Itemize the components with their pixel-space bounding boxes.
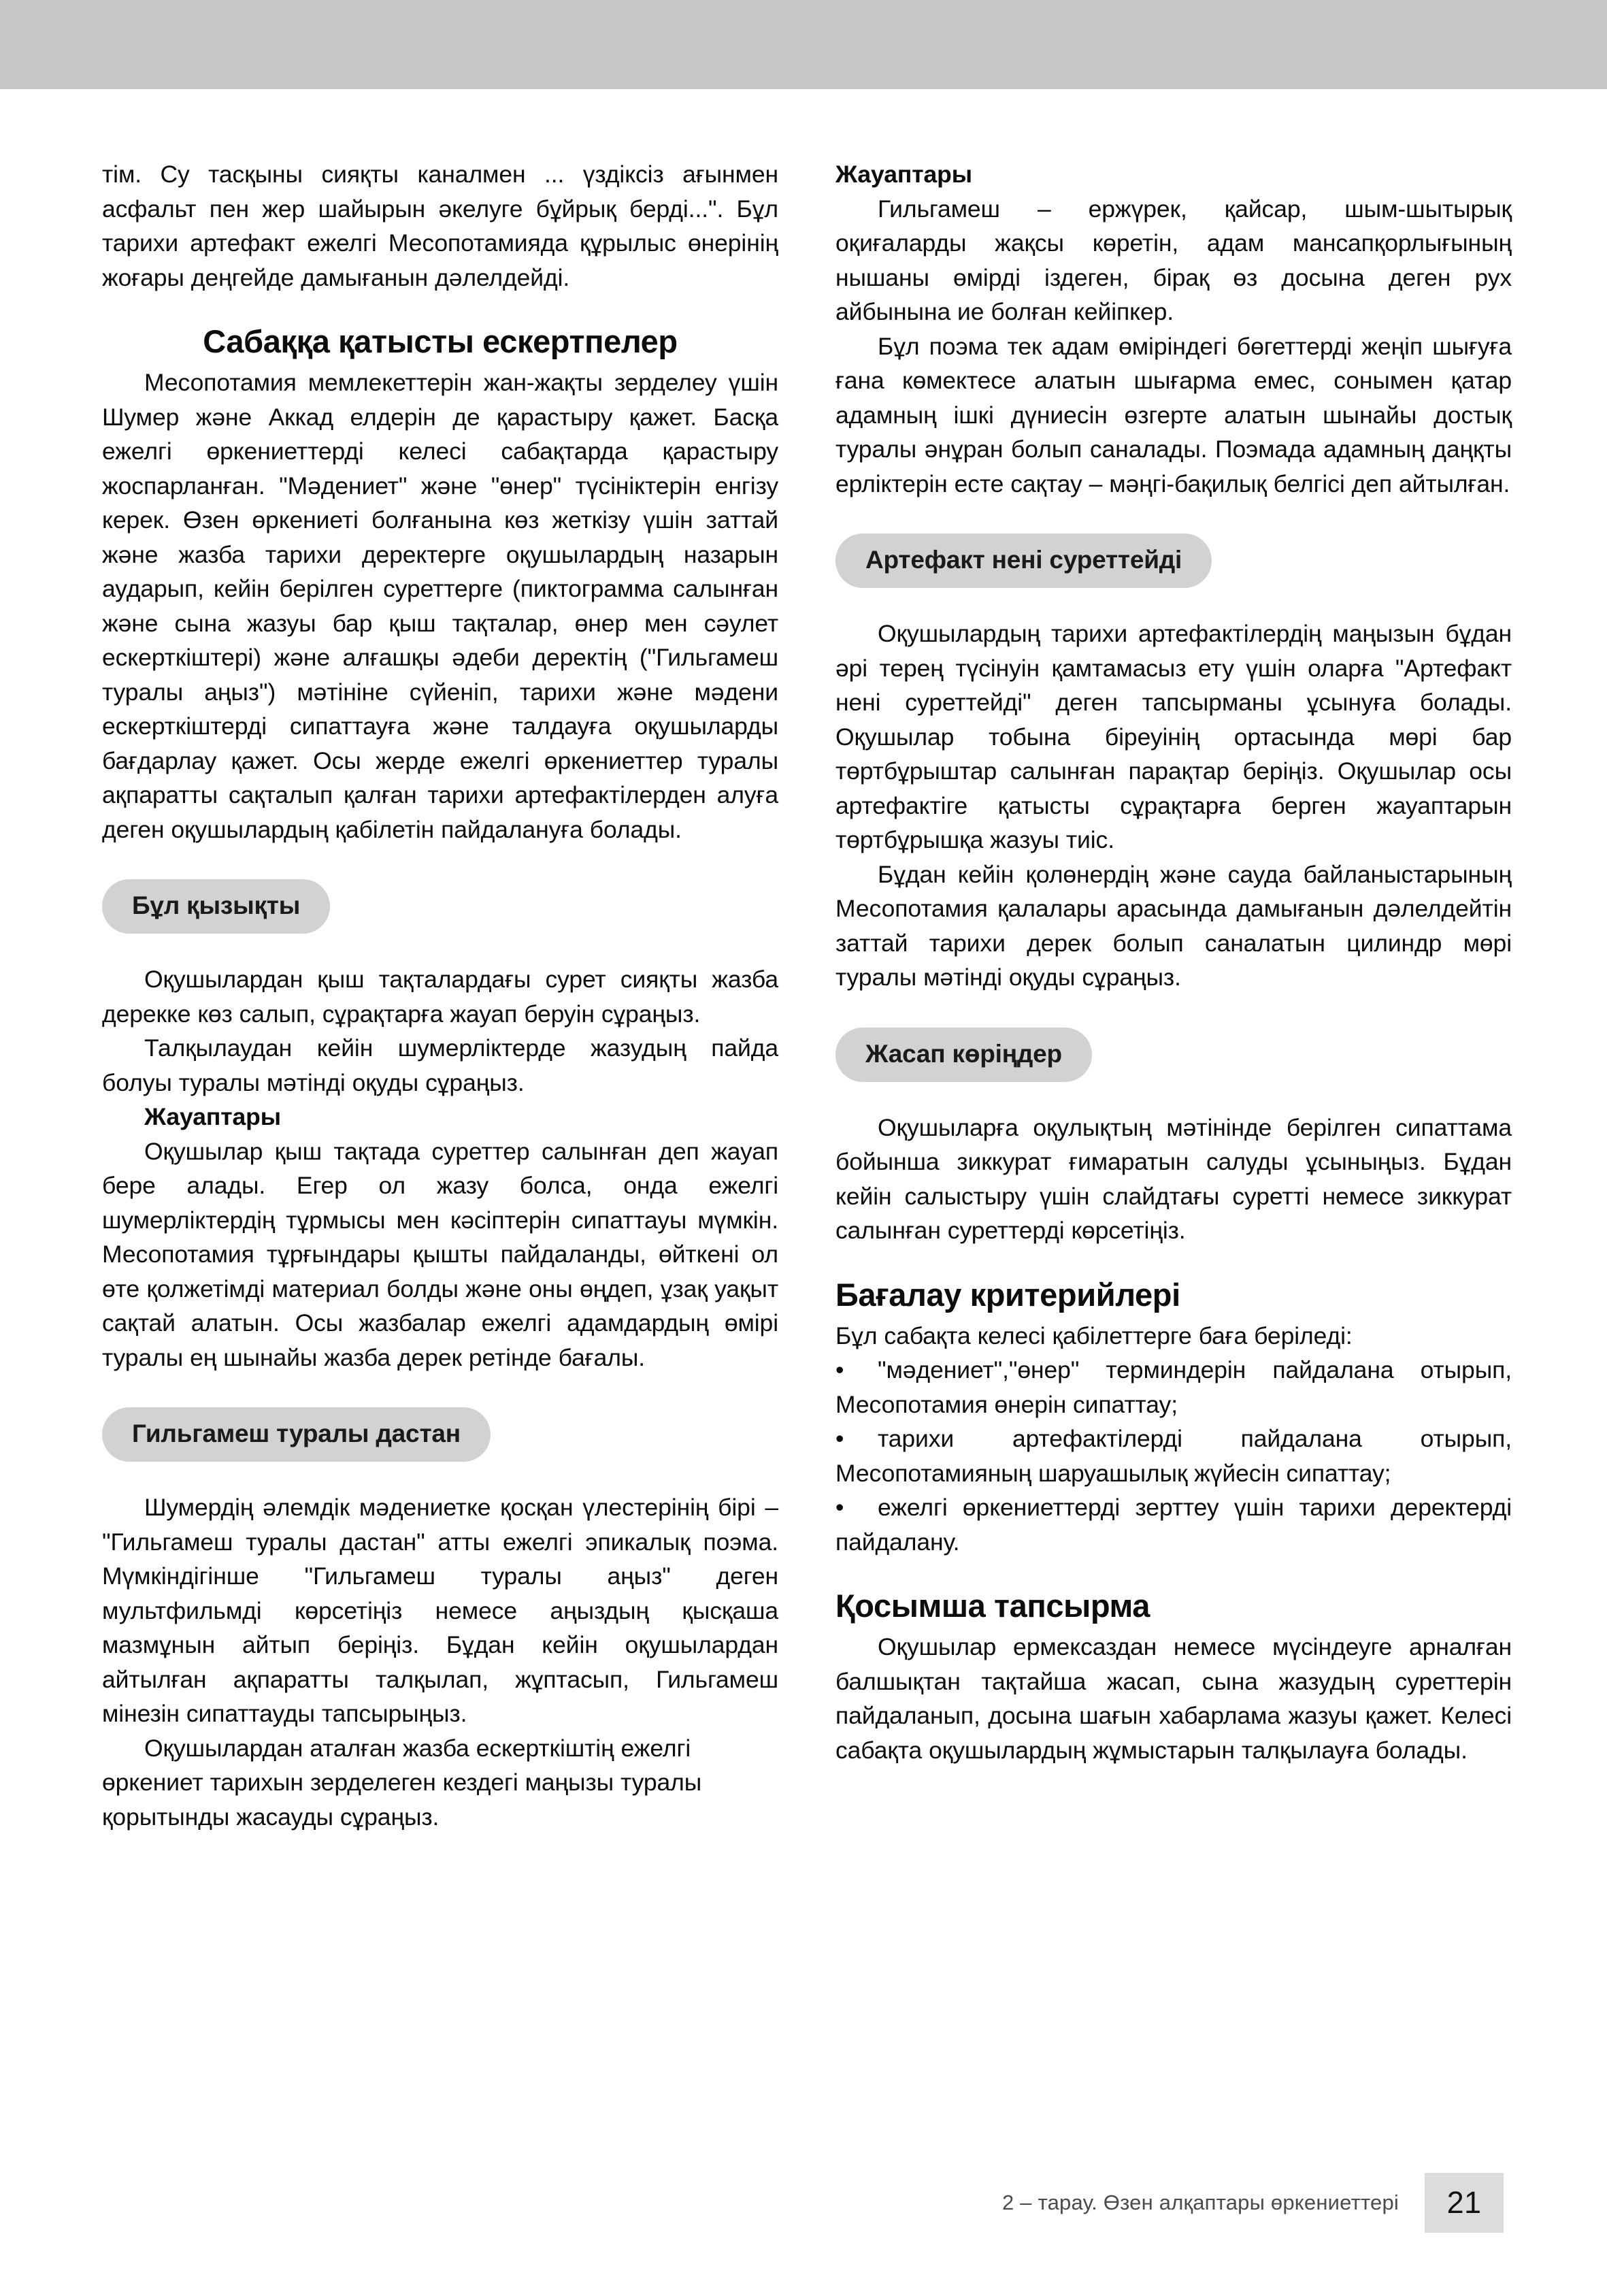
badge-interesting-wrapper	[102, 879, 778, 934]
badge-this-is-interesting: Бұл қызықты	[102, 879, 330, 934]
gilgamesh-paragraph-2: Оқушылардан аталған жазба ескерткіштің ежелгі өркениет тарихын зерделеген кездегі маңызы туралы қорытынды жасауды сұраңыз.	[102, 1734, 702, 1831]
lesson-notes-paragraph: Месопотамия мемлекеттерін жан-жақты зерделеу үшін Шумер және Аккад елдерін де қарастыру қажет. Басқа ежелгі өркениеттерді келесі сабақтарда қарастыру жоспарланған. "Мәдениет" және "өнер" түсініктерін енгізу керек. Өзен өркениеті болғанына көз жеткізу үшін заттай және жазба тарихи деректерге оқушылардың назарын аударып, кейін берілген суреттерге (пиктограмма салынған және сына жазуы бар қыш тақталар, өнер мен сәулет ескерткіштері) және алғашқы әдеби деректің ("Гильгамеш туралы аңыз") мәтініне сүйеніп, тарихи және мәдени ескерткіштерді сипаттауға және талдауға оқушыларды бағдарлау қажет. Осы жерде ежелгі өркениеттер туралы ақпаратты сақталып қалған тарихи артефактілерден алуға деген оқушылардың қабілетін пайдалануға болады.	[102, 369, 778, 843]
footer-chapter-caption: 2 – тарау. Өзен алқаптары өркениеттері	[1002, 2191, 1399, 2214]
criteria-intro: Бұл сабақта келесі қабілеттерге баға беріледі:	[835, 1322, 1353, 1349]
badge-what-does-artifact-describe: Артефакт нені суреттейді	[835, 534, 1212, 588]
bullet-point-icon: •	[835, 1494, 844, 1521]
badge-epic-of-gilgamesh: Гильгамеш туралы дастан	[102, 1407, 491, 1462]
page-number-box	[1425, 2173, 1504, 2233]
heading-extra-task: Қосымша тапсырма	[835, 1588, 1150, 1624]
page-content	[0, 89, 1607, 2296]
footer-inner	[1002, 2173, 1504, 2233]
criteria-item-text: "мәдениет","өнер" терминдерін пайдалана отырып, Месопотамия өнерін сипаттау;	[835, 1356, 1512, 1418]
answers-label-right: Жауаптары	[835, 161, 972, 188]
bullet-point-icon: •	[835, 1425, 844, 1452]
artifact-paragraph-2: Бұдан кейін қолөнердің және сауда байланыстарының Месопотамия қалалары арасында дамығанын дәлелдейтін заттай тарихи дерек болып саналатын цилиндр мөрі туралы мәтінді оқуды сұраңыз.	[835, 860, 1512, 991]
interesting-paragraph-1: Оқушылардан қыш тақталардағы сурет сияқты жазба дерекке көз салып, сұрақтарға жауап беруін сұраңыз.	[102, 966, 778, 1028]
answers-paragraph-right-2: Бұл поэма тек адам өміріндегі бөгеттерді жеңіп шығуға ғана көмектесе алатын шығарма емес, сонымен қатар адамның ішкі дүниесін өзгерте алатын шынайы достық туралы әнұран болып саналады. Поэмада адамның даңқты ерліктерін есте сақтау – мәңгі-бақилық белгісі деп айтылған.	[835, 332, 1512, 497]
answers-label-left: Жауаптары	[144, 1103, 281, 1130]
artifact-paragraph-1: Оқушылардың тарихи артефактілердің маңызын бұдан әрі терең түсінуін қамтамасыз ету үшін оларға "Артефакт нені суреттейді" деген тапсырманы ұсынуға болады. Оқушылар тобына біреуінің ортасында мөрі бар төртбұрыштар салынған парақтар беріңіз. Оқушылар осы артефактіге қатысты сұрақтарға берген жауаптарын төртбұрышқа жазуы тиіс.	[835, 620, 1512, 853]
answers-paragraph-right-1: Гильгамеш – ержүрек, қайсар, шым-шытырық оқиғаларды жақсы көретін, адам мансапқорлығының нышаны өмірді іздеген, бірақ өз досына деген рух айбынына ие болған кейіпкер.	[835, 195, 1512, 325]
answers-paragraph-left: Оқушылар қыш тақтада суреттер салынған деп жауап бере алады. Егер ол жазу болса, онда ежелгі шумерліктердің тұрмысы мен кәсіптерін сипаттауы мүмкін. Месопотамия тұрғындары қышты пайдаланды, өйткені ол өте қолжетімді материал болды және оны өңдеп, ұзақ уақыт сақтай алатын. Осы жазбалар ежелгі адамдардың өмірі туралы ең шынайы жазба дерек ретінде бағалы.	[102, 1137, 778, 1371]
heading-assessment-criteria: Бағалау критерийлері	[835, 1276, 1180, 1313]
page-number: 21	[1446, 2185, 1482, 2220]
criteria-list-item	[835, 1353, 1512, 1422]
bullet-point-icon: •	[835, 1356, 844, 1383]
badge-artifact-wrapper	[835, 534, 1512, 588]
heading-lesson-notes: Сабаққа қатысты ескертпелер	[203, 323, 678, 359]
right-column	[835, 157, 1512, 1767]
badge-try-making-it: Жасап көріңдер	[835, 1028, 1092, 1082]
try-it-paragraph: Оқушыларға оқулықтың мәтінінде берілген сипаттама бойынша зиккурат ғимаратын салуды ұсыныңыз. Бұдан кейін салыстыру үшін слайдтағы суретті немесе зиккурат салынған суреттерді көрсетіңіз.	[835, 1113, 1512, 1244]
extra-task-paragraph: Оқушылар ермексаздан немесе мүсіндеуге арналған балшықтан тақтайша жасап, сына жазудың суреттерін пайдаланып, досына шағын хабарлама жазуы қажет. Келесі сабақта оқушылардың жұмыстарын талқылауға болады.	[835, 1633, 1512, 1764]
continuation-paragraph: тім. Су тасқыны сияқты каналмен ... үздіксіз ағынмен асфальт пен жер шайырын әкелуге бұйрық берді...". Бұл тарихи артефакт ежелгі Месопотамияда құрылыс өнерінің жоғары деңгейде дамығанын дәлелдейді.	[102, 161, 778, 291]
page-footer	[0, 2173, 1607, 2254]
left-column	[102, 157, 778, 1834]
top-decorative-band	[0, 0, 1607, 89]
two-column-layout	[102, 157, 1512, 1834]
criteria-item-text: ежелгі өркениеттерді зерттеу үшін тарихи деректерді пайдалану.	[835, 1494, 1512, 1556]
criteria-item-text: тарихи артефактілерді пайдалана отырып, Месопотамияның шаруашылық жүйесін сипаттау;	[835, 1425, 1512, 1487]
interesting-paragraph-2: Талқылаудан кейін шумерліктерде жазудың пайда болуы туралы мәтінді оқуды сұраңыз.	[102, 1034, 778, 1096]
criteria-list-item	[835, 1422, 1512, 1490]
badge-try-it-wrapper	[835, 1028, 1512, 1082]
gilgamesh-paragraph-1: Шумердің әлемдік мәдениетке қосқан үлестерінің бірі – "Гильгамеш туралы дастан" атты ежелгі эпикалық поэма. Мүмкіндігінше "Гильгамеш туралы аңыз" деген мультфильмді көрсетіңіз немесе аңыздың қысқаша мазмұнын айтып беріңіз. Бұдан кейін оқушылардан айтылған ақпаратты талқылап, жұптасып, Гильгамеш мінезін сипаттауды тапсырыңыз.	[102, 1494, 778, 1727]
assessment-criteria-list	[835, 1353, 1512, 1559]
badge-gilgamesh-wrapper	[102, 1407, 778, 1462]
criteria-list-item	[835, 1490, 1512, 1559]
